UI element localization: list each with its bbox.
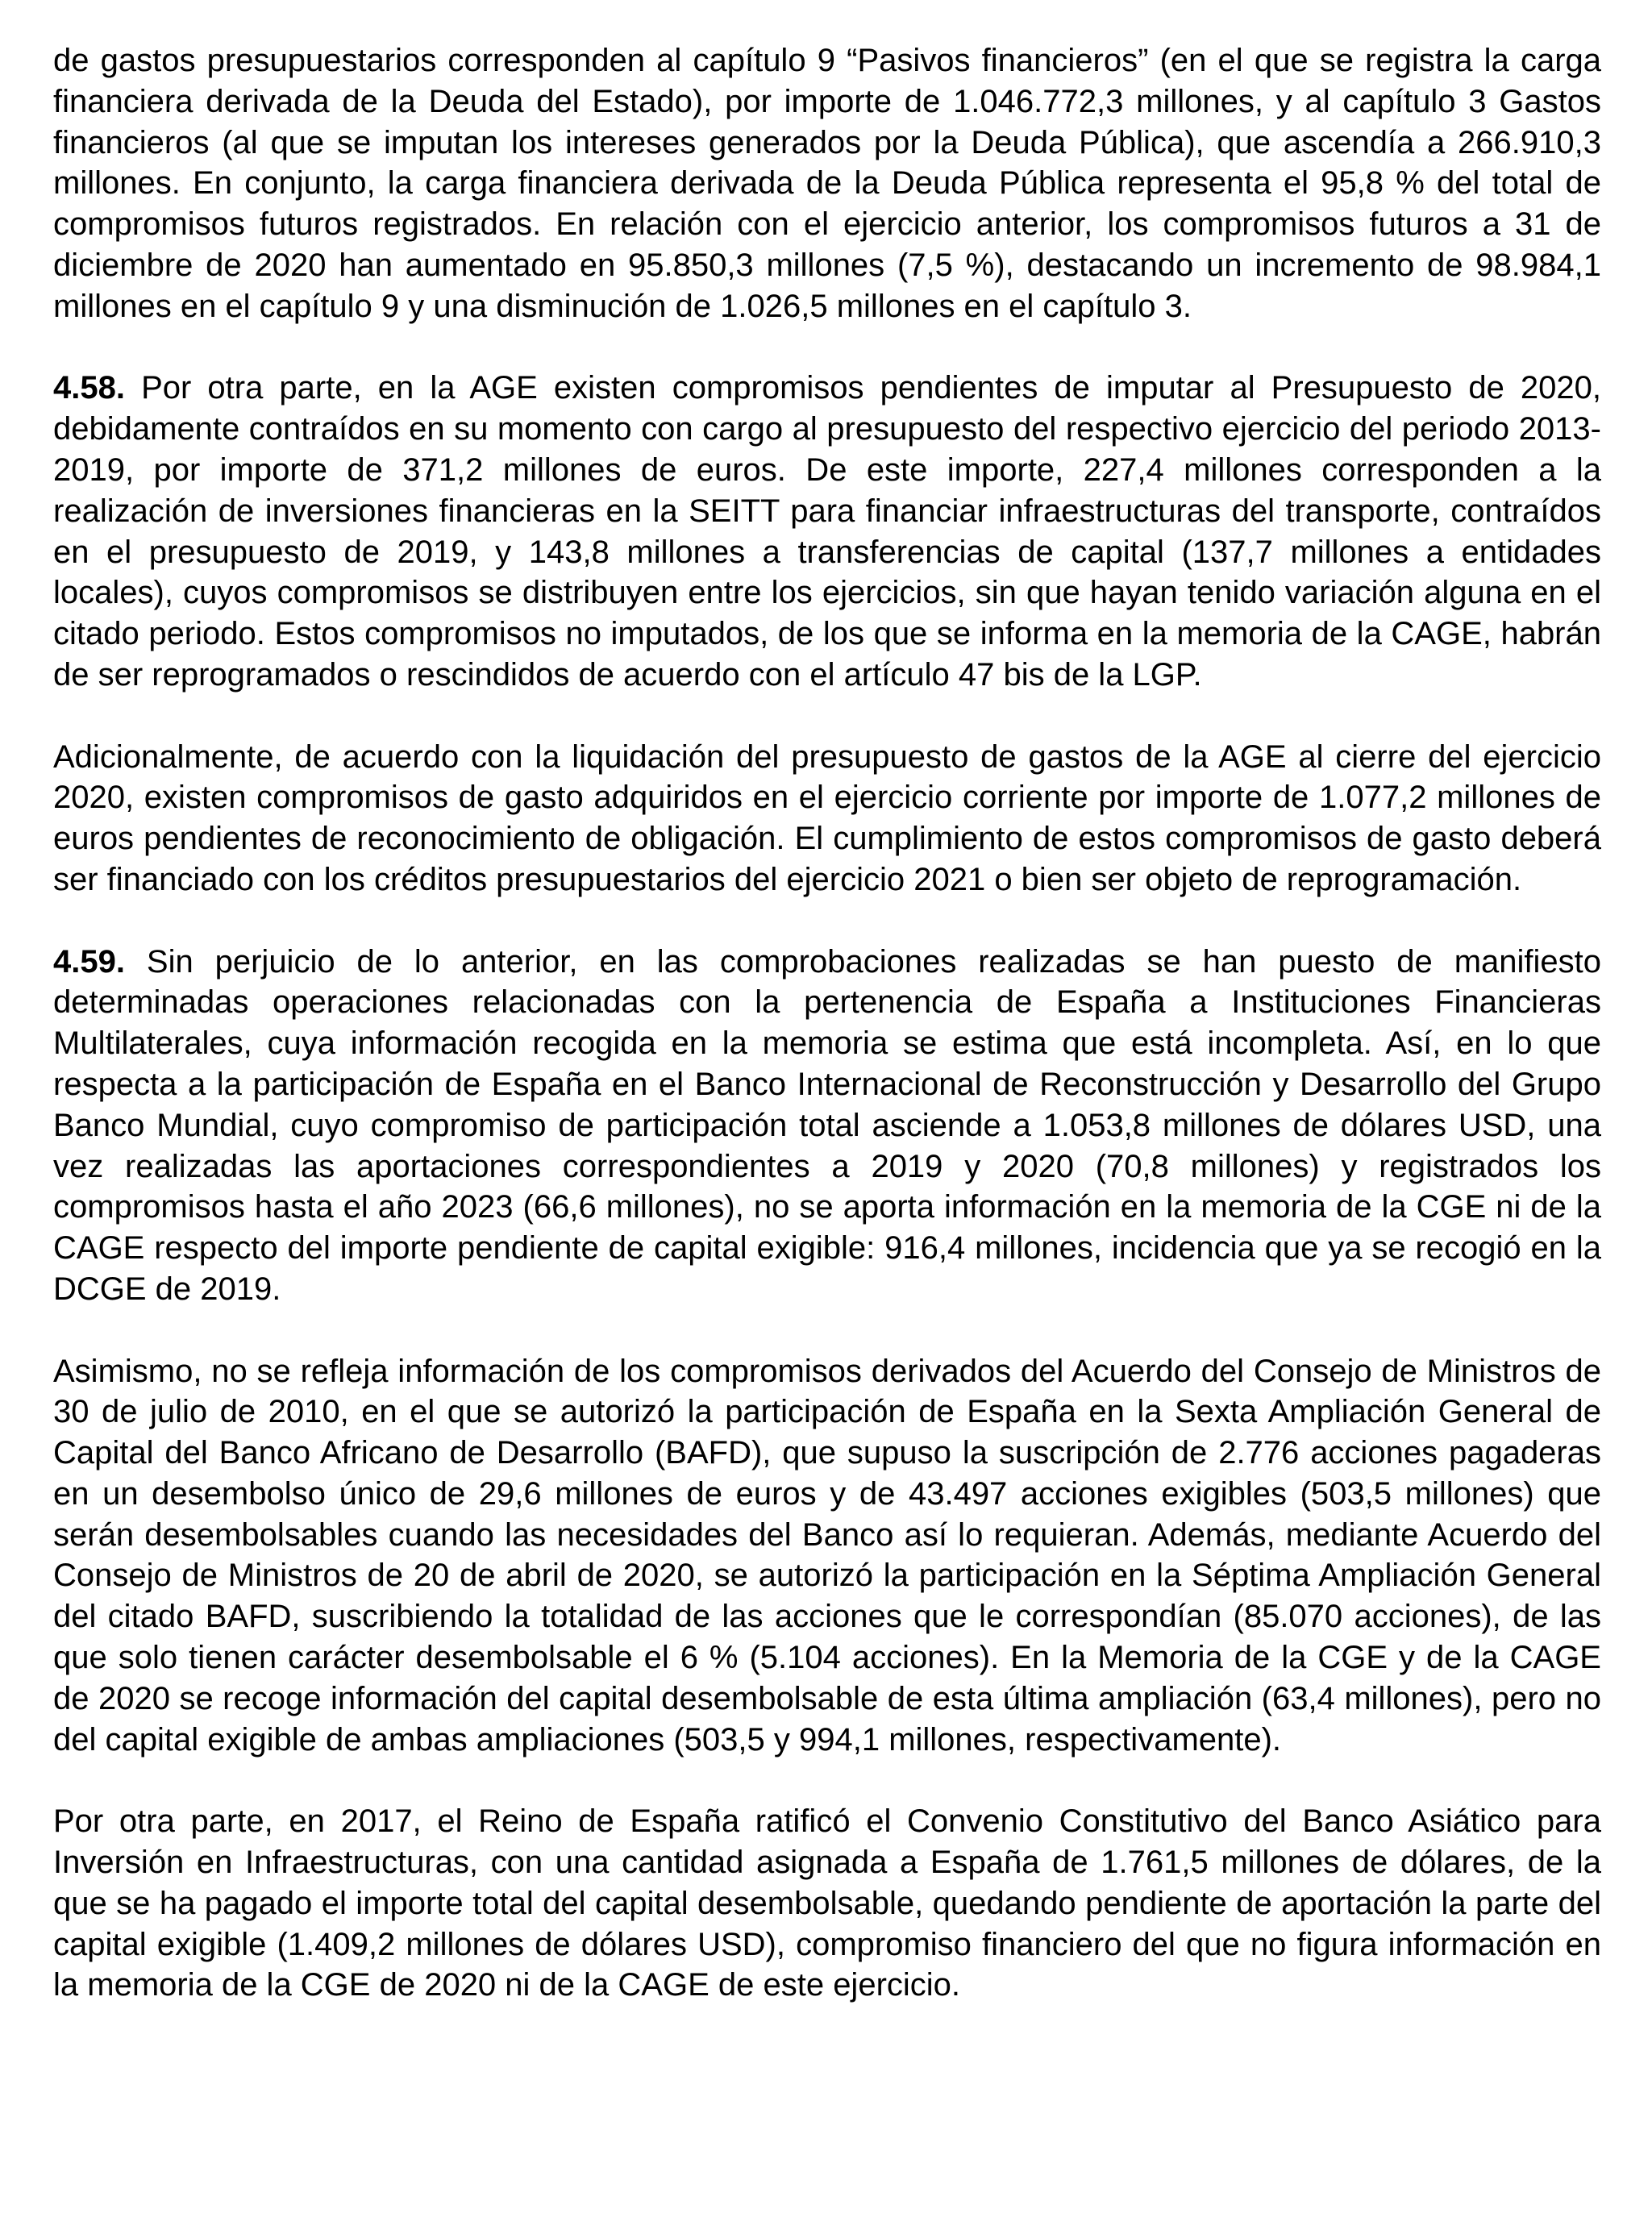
paragraph-4-58 (53, 368, 1601, 695)
paragraph-continuation (53, 40, 1601, 327)
paragraph-text: Por otra parte, en 2017, el Reino de España ratificó el Convenio Constitutivo del Banco Asiático para Inversión en Infraestructuras, con una cantidad asignada a España de 1.761,5 millones de dólares, de la que se ha pagado el importe total del capital desembolsable, quedando pendiente de aportación la parte del capital exigible (1.409,2 millones de dólares USD), compromiso financiero del que no figura información en la memoria de la CGE de 2020 ni de la CAGE de este ejercicio. (53, 1803, 1601, 2003)
paragraph-4-59 (53, 942, 1601, 1310)
paragraph-number: 4.59. (53, 943, 125, 980)
paragraph-aiib (53, 1801, 1601, 2006)
paragraph-text: Asimismo, no se refleja información de los compromisos derivados del Acuerdo del Consejo de Ministros de 30 de julio de 2010, en el que se autorizó la participación de España en la Sexta Ampliación General de Capital del Banco Africano de Desarrollo (BAFD), que supuso la suscripción de 2.776 acciones pagaderas en un desembolso único de 29,6 millones de euros y de 43.497 acciones exigibles (503,5 millones) que serán desembolsables cuando las necesidades del Banco así lo requieran. Además, mediante Acuerdo del Consejo de Ministros de 20 de abril de 2020, se autorizó la participación en la Séptima Ampliación General del citado BAFD, suscribiendo la totalidad de las acciones que le correspondían (85.070 acciones), de las que solo tienen carácter desembolsable el 6 % (5.104 acciones). En la Memoria de la CGE y de la CAGE de 2020 se recoge información del capital desembolsable de esta última ampliación (63,4 millones), pero no del capital exigible de ambas ampliaciones (503,5 y 994,1 millones, respectivamente). (53, 1353, 1601, 1758)
paragraph-additional (53, 737, 1601, 901)
paragraph-text: de gastos presupuestarios corresponden al capítulo 9 “Pasivos financieros” (en el que se registra la carga financiera derivada de la Deuda del Estado), por importe de 1.046.772,3 millones, y al capítulo 3 Gastos financieros (al que se imputan los intereses generados por la Deuda Pública), que ascendía a 266.910,3 millones. En conjunto, la carga financiera derivada de la Deuda Pública representa el 95,8 % del total de compromisos futuros registrados. En relación con el ejercicio anterior, los compromisos futuros a 31 de diciembre de 2020 han aumentado en 95.850,3 millones (7,5 %), destacando un incremento de 98.984,1 millones en el capítulo 9 y una disminución de 1.026,5 millones en el capítulo 3. (53, 43, 1601, 324)
paragraph-number: 4.58. (53, 370, 125, 406)
paragraph-text: Sin perjuicio de lo anterior, en las comprobaciones realizadas se han puesto de manifiesto determinadas operaciones relacionadas con la pertenencia de España a Instituciones Financieras Multilaterales, cuya información recogida en la memoria se estima que está incompleta. Así, en lo que respecta a la participación de España en el Banco Internacional de Reconstrucción y Desarrollo del Grupo Banco Mundial, cuyo compromiso de participación total asciende a 1.053,8 millones de dólares USD, una vez realizadas las aportaciones correspondientes a 2019 y 2020 (70,8 millones) y registrados los compromisos hasta el año 2023 (66,6 millones), no se aporta información en la memoria de la CGE ni de la CAGE respecto del importe pendiente de capital exigible: 916,4 millones, incidencia que ya se recogió en la DCGE de 2019. (53, 943, 1601, 1307)
paragraph-bafd (53, 1351, 1601, 1761)
paragraph-text: Por otra parte, en la AGE existen compromisos pendientes de imputar al Presupuesto de 2020, debidamente contraídos en su momento con cargo al presupuesto del respectivo ejercicio del periodo 2013-2019, por importe de 371,2 millones de euros. De este importe, 227,4 millones corresponden a la realización de inversiones financieras en la SEITT para financiar infraestructuras del transporte, contraídos en el presupuesto de 2019, y 143,8 millones a transferencias de capital (137,7 millones a entidades locales), cuyos compromisos se distribuyen entre los ejercicios, sin que hayan tenido variación alguna en el citado periodo. Estos compromisos no imputados, de los que se informa en la memoria de la CAGE, habrán de ser reprogramados o rescindidos de acuerdo con el artículo 47 bis de la LGP. (53, 370, 1601, 693)
document-page (53, 40, 1601, 2006)
paragraph-text: Adicionalmente, de acuerdo con la liquidación del presupuesto de gastos de la AGE al cierre del ejercicio 2020, existen compromisos de gasto adquiridos en el ejercicio corriente por importe de 1.077,2 millones de euros pendientes de reconocimiento de obligación. El cumplimiento de estos compromisos de gasto deberá ser financiado con los créditos presupuestarios del ejercicio 2021 o bien ser objeto de reprogramación. (53, 738, 1601, 897)
